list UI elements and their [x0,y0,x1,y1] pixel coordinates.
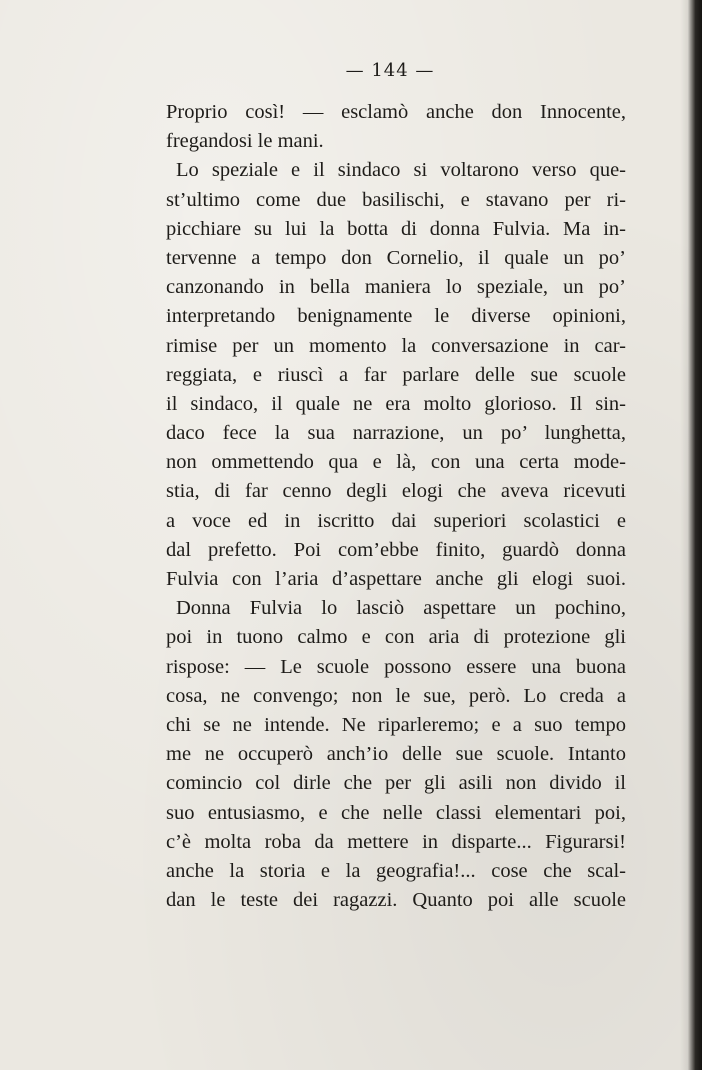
text-line: chi se ne intende. Ne riparleremo; e a suo tempo [166,713,626,736]
text-line: rimise per un momento la conversazione in car- [166,334,626,357]
text-line: stia, di far cenno degli elogi che aveva ricevuti [166,480,626,503]
text-line: poi in tuono calmo e con aria di protezione gli [166,626,626,649]
text-line: Fulvia con l’aria d’aspettare anche gli elogi suoi. [166,568,626,590]
text-line: interpretando benignamente le diverse opinioni, [166,305,626,328]
text-line: c’è molta roba da mettere in disparte... Figurarsi! [166,830,626,853]
text-line: me ne occuperò anch’io delle sue scuole. Intanto [166,743,626,766]
text-line: anche la storia e la geografia!... cose che scal- [166,859,626,882]
text-line: Proprio così! — esclamò anche don Innocente, [166,101,626,123]
text-line: il sindaco, il quale ne era molto glorioso. Il sin- [166,392,626,415]
page-binding-shadow [680,0,702,1070]
text-line: dal prefetto. Poi com’ebbe finito, guardò donna [166,538,626,561]
text-line: picchiare su lui la botta di donna Fulvia. Ma in- [166,217,626,240]
text-line: non ommettendo qua e là, con una certa mode- [166,451,626,474]
text-line: st’ultimo come due basilischi, e stavano per ri- [166,188,626,211]
text-line: rispose: — Le scuole possono essere una buona [166,655,626,678]
text-line: reggiata, e riuscì a far parlare delle sue scuole [166,363,626,386]
page-number: — 144 — [345,60,435,81]
text-line: canzonando in bella maniera lo speziale, un po’ [166,276,626,299]
text-line: a voce ed in iscritto dai superiori scolastici e [166,509,626,532]
text-line: dan le teste dei ragazzi. Quanto poi alle scuole [166,889,626,912]
text-line: cosa, ne convengo; non le sue, però. Lo creda a [166,684,626,707]
text-line: tervenne a tempo don Cornelio, il quale un po’ [166,246,626,269]
text-line: Lo speziale e il sindaco si voltarono verso que- [176,159,626,182]
text-line: fregandosi le mani. [166,130,324,153]
text-line: comincio col dirle che per gli asili non divido il [166,772,626,795]
body-text [166,98,626,915]
text-line: Donna Fulvia lo lasciò aspettare un pochino, [176,597,626,620]
text-line: daco fece la sua narrazione, un po’ lunghetta, [166,422,626,445]
text-line: suo entusiasmo, e che nelle classi elementari poi, [166,801,626,824]
